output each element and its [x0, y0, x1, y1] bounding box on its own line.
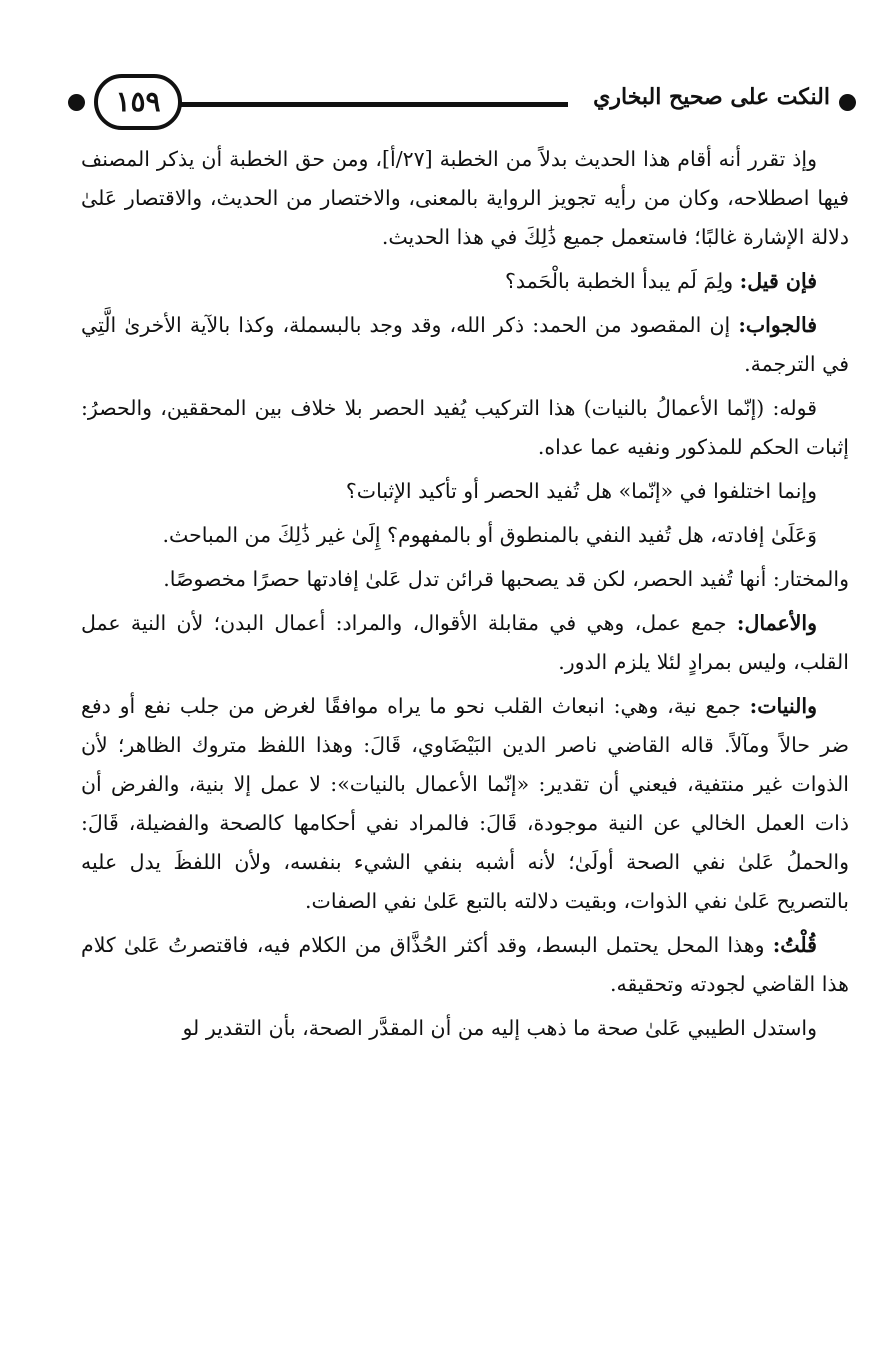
- paragraph-text: وهذا المحل يحتمل البسط، وقد أكثر الحُذَّاق من الكلام فيه، فاقتصرتُ عَلىٰ كلام هذا القاضي لجودته وتحقيقه.: [81, 933, 849, 996]
- header-dot-left: [68, 94, 85, 111]
- paragraph-text: والمختار: أنها تُفيد الحصر، لكن قد يصحبها قرائن تدل عَلىٰ إفادتها حصرًا مخصوصًا.: [163, 567, 849, 591]
- paragraph: [81, 306, 849, 384]
- paragraph-text: جمع نية، وهي: انبعاث القلب نحو ما يراه موافقًا لغرض من جلب نفع أو دفع ضر حالاً ومآلاً. قاله القاضي ناصر الدين البَيْضَاوي، قَالَ: وهذا اللفظ متروك الظاهر؛ لأن الذوات غير منتفية، فيعني أن تقدير: «إنّما الأعمال بالنيات»: لا عمل إلا بنية، والفرض أن ذات العمل الخالي عن النية موجودة، قَالَ: فالمراد نفي أحكامها كالصحة والفضيلة، قَالَ: والحملُ عَلىٰ نفي الصحة أولَىٰ؛ لأنه أشبه بنفي الشيء بنفسه، ولأن اللفظَ يدل عليه بالتصريح عَلىٰ نفي الذوات، وبقيت دلالته بالتبع عَلىٰ نفي الصفات.: [81, 694, 849, 913]
- paragraph-text: جمع عمل، وهي في مقابلة الأقوال، والمراد: أعمال البدن؛ لأن النية عمل القلب، وليس بمرادٍ لئلا يلزم الدور.: [81, 611, 849, 674]
- paragraph: [81, 516, 849, 555]
- header-rule: [166, 102, 568, 107]
- paragraph: [81, 472, 849, 511]
- paragraph-text: وَعَلَىٰ إفادته، هل تُفيد النفي بالمنطوق أو بالمفهوم؟ إِلَىٰ غير ذَٰلِكَ من المباحث.: [162, 523, 817, 547]
- paragraph: [81, 262, 849, 301]
- paragraph-lead: قُلْتُ:: [772, 933, 817, 957]
- paragraph-lead: والنيات:: [749, 694, 817, 718]
- paragraph-text: ولِمَ لَم يبدأ الخطبة بالْحَمد؟: [504, 269, 740, 293]
- page-number: ١٥٩: [94, 74, 182, 130]
- paragraph: [81, 926, 849, 1004]
- paragraph-text: وإذ تقرر أنه أقام هذا الحديث بدلاً من الخطبة [٢٧/أ]، ومن حق الخطبة أن يذكر المصنف فيها اصطلاحه، وكان من رأيه تجويز الرواية بالمعنى، والاختصار من الحديث، والاقتصار عَلىٰ دلالة الإشارة غالبًا؛ فاستعمل جميع ذَٰلِكَ في هذا الحديث.: [81, 147, 849, 249]
- paragraph-text: وإنما اختلفوا في «إنّما» هل تُفيد الحصر أو تأكيد الإثبات؟: [345, 479, 817, 503]
- paragraph-lead: فالجواب:: [738, 313, 817, 337]
- paragraph: [81, 389, 849, 467]
- header-dot-right: [839, 94, 856, 111]
- running-header: [68, 70, 856, 136]
- paragraph: [81, 140, 849, 257]
- page-body: [81, 140, 849, 1053]
- paragraph-text: واستدل الطيبي عَلىٰ صحة ما ذهب إليه من أن المقدَّر الصحة، بأن التقدير لو: [182, 1016, 817, 1040]
- paragraph-text: قوله: (إنّما الأعمالُ بالنيات) هذا التركيب يُفيد الحصر بلا خلاف بين المحققين، والحصرُ: إثبات الحكم للمذكور ونفيه عما عداه.: [81, 396, 849, 459]
- paragraph: [81, 687, 849, 921]
- paragraph: [81, 604, 849, 682]
- paragraph: [81, 1009, 849, 1048]
- paragraph-lead: والأعمال:: [736, 611, 817, 635]
- paragraph: [81, 560, 849, 599]
- paragraph-lead: فإن قيل:: [739, 269, 817, 293]
- paragraph-text: إن المقصود من الحمد: ذكر الله، وقد وجد بالبسملة، وكذا بالآية الأخرىٰ الَّتِي في الترجمة.: [81, 313, 849, 376]
- book-title: النكت على صحيح البخاري: [593, 84, 830, 110]
